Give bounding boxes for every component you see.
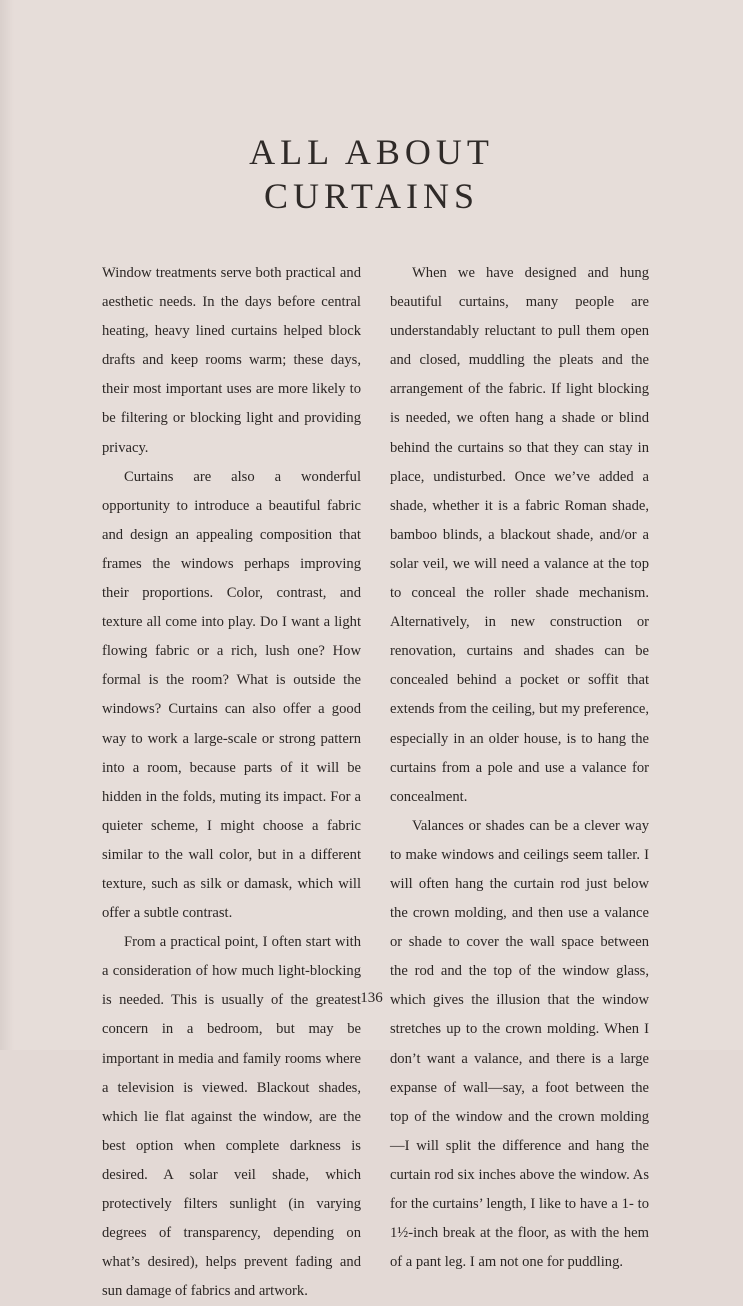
title-line-1: ALL ABOUT [249,132,494,172]
right-column [390,259,649,1277]
paragraph: Window treatments serve both practical and aesthetic needs. In the days before central heating, heavy lined curtains helped block drafts and keep rooms warm; these days, their most important uses are more likely to be filtering or blocking light and providing privacy. [102,265,361,456]
paragraph: From a practical point, I often start with a consideration of how much light-blocking is needed. This is usually of the greatest concern in a bedroom, but may be important in media and family rooms where a television is viewed. Blackout shades, which lie flat against the window, are the best option when complete darkness is desired. A solar veil shade, which protectively filters sunlight (in varying degrees of transparency, depending on what’s desired), helps prevent fading and sun damage of fabrics and artwork. [102,934,361,1300]
paragraph: When we have designed and hung beautiful curtains, many people are understandably reluctant to pull them open and closed, muddling the pleats and the arrangement of the fabric. If light blocking is needed, we often hang a shade or blind behind the curtains so that they can stay in place, undisturbed. Once we’ve added a shade, whether it is a fabric Roman shade, bamboo blinds, a blackout shade, and/or a solar veil, we will need a valance at the top to conceal the roller shade mechanism. Alternatively, in new construction or renovation, curtains and shades can be concealed behind a pocket or soffit that extends from the ceiling, but my preference, especially in an older house, is to hang the curtains from a pole and use a valance for concealment. [390,265,649,805]
title-line-2: CURTAINS [264,176,479,216]
paragraph: Curtains are also a wonderful opportunity to introduce a beautiful fabric and design an appealing composition that frames the windows perhaps improving their proportions. Color, contrast, and texture all come into play. Do I want a light flowing fabric or a rich, lush one? How formal is the room? What is outside the windows? Curtains can also offer a good way to work a large-scale or strong pattern into a room, because parts of it will be hidden in the folds, muting its impact. For a quieter scheme, I might choose a fabric similar to the wall color, but in a different texture, such as silk or damask, which will offer a subtle contrast. [102,468,361,922]
page-number: 136 [360,990,383,1006]
left-column [102,259,361,1306]
page-title [0,130,743,218]
paragraph: Valances or shades can be a clever way to make windows and ceilings seem taller. I will often hang the curtain rod just below the crown molding, and then use a valance or shade to cover the wall space between the rod and the top of the window glass, which gives the illusion that the window stretches up to the crown molding. When I don’t want a valance, and there is a large expanse of wall—say, a foot between the top of the window and the crown molding—I will split the difference and hang the curtain rod six inches above the window. As for the curtains’ length, I like to have a 1- to 1½-inch break at the floor, as with the hem of a pant leg. I am not one for puddling. [390,817,649,1271]
